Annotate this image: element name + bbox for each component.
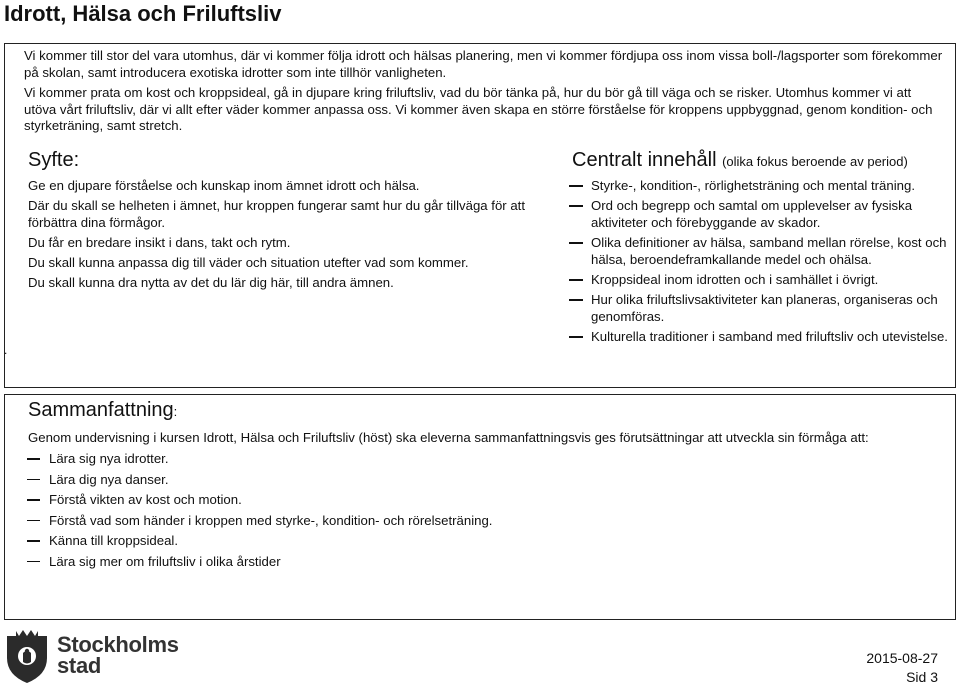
centralt-item: [591, 197, 960, 231]
dash-bullet-icon: [569, 279, 583, 281]
syfte-item: Du skall kunna anpassa dig till väder och situation utefter vad som kommer.: [28, 254, 469, 270]
page-title: Idrott, Hälsa och Friluftsliv: [4, 1, 282, 26]
centralt-item: [591, 291, 960, 325]
sammanfattning-item-text: Förstå vikten av kost och motion.: [49, 492, 242, 507]
logo-line-1: Stockholms: [57, 632, 179, 657]
dash-bullet-icon: [27, 479, 40, 481]
sammanfattning-intro: Genom undervisning i kursen Idrott, Hälsa och Friluftsliv (höst) ska eleverna sammanfattningsvis ges förutsättningar att utveckla sin förmåga att:: [28, 430, 869, 445]
sammanfattning-item: [49, 532, 492, 549]
logo-wordmark: [57, 634, 179, 676]
sammanfattning-item: [49, 450, 492, 467]
sammanfattning-item: [49, 553, 492, 570]
syfte-item: Du får en bredare insikt i dans, takt och rytm.: [28, 234, 291, 250]
syfte-item: Ge en djupare förståelse och kunskap inom ämnet idrott och hälsa.: [28, 178, 420, 193]
sammanfattning-heading-text: Sammanfattning: [28, 399, 174, 421]
sammanfattning-item-text: Känna till kroppsideal.: [49, 533, 179, 548]
sammanfattning-colon: :: [173, 404, 178, 419]
centralt-item-text: Hur olika friluftslivsaktiviteter kan planeras, organiseras och genomföras.: [591, 292, 938, 324]
sammanfattning-item-text: Lära dig nya danser.: [49, 471, 169, 487]
centralt-item-text: Styrke-, kondition-, rörlighetsträning och mental träning.: [591, 178, 915, 193]
intro-paragraph-2: Vi kommer prata om kost och kroppsideal, gå in djupare kring friluftsliv, vad du bör tänka på, hur du bör gå till väga och se risker. Utomhus kommer vi att utöva vårt friluftsliv, där vi allt efter väder kommer anpassa oss. Vi kommer även skapa en större förståelse för kroppens uppbyggnad, genom kondition- och styrketräning, samt stretch.: [24, 85, 933, 133]
dash-bullet-icon: [569, 242, 583, 244]
sammanfattning-item-text: Lära sig mer om friluftsliv i olika årstider: [49, 553, 281, 569]
syfte-list: [28, 178, 548, 295]
centralt-item: [591, 328, 960, 345]
sammanfattning-list: [49, 450, 492, 573]
centralt-item: [591, 177, 960, 194]
stockholms-stad-logo: [4, 628, 179, 684]
page-number: Sid 3: [906, 669, 938, 685]
centralt-item-text: Ord och begrepp och samtal om upplevelser av fysiska aktiviteter och förebyggande av skador.: [591, 198, 913, 230]
dash-bullet-icon: [569, 185, 583, 187]
stray-dot: .: [4, 343, 8, 357]
sammanfattning-heading: [28, 398, 177, 424]
centralt-item: [591, 271, 960, 288]
syfte-heading: Syfte:: [28, 149, 80, 171]
syfte-item: Du skall kunna dra nytta av det du lär dig här, till andra ämnen.: [28, 274, 394, 290]
footer-date: 2015-08-27: [866, 650, 938, 666]
logo-line-2: stad: [57, 653, 102, 678]
intro-paragraph-1: Vi kommer till stor del vara utomhus, där vi kommer följa idrott och hälsas planering, men vi kommer fördjupa oss inom vissa boll-/lagsporter som förekommer på skolan, samt introducera exotiska idrotter som inte tillhör vanligheten.: [24, 48, 943, 80]
crest-icon: [4, 628, 50, 684]
dash-bullet-icon: [27, 520, 40, 522]
centralt-list: [591, 177, 960, 348]
dash-bullet-icon: [27, 458, 40, 460]
dash-bullet-icon: [569, 299, 583, 301]
centralt-heading-note: (olika fokus beroende av period): [722, 154, 908, 169]
dash-bullet-icon: [27, 540, 40, 542]
dash-bullet-icon: [27, 561, 40, 563]
dash-bullet-icon: [569, 205, 583, 207]
centralt-item-text: Kroppsideal inom idrotten och i samhället i övrigt.: [591, 272, 879, 287]
centralt-item: [591, 234, 960, 268]
sammanfattning-item-text: Lära sig nya idrotter.: [49, 451, 169, 466]
sammanfattning-item: [49, 512, 492, 529]
sammanfattning-item-text: Förstå vad som händer i kroppen med styrke-, kondition- och rörelseträning.: [49, 512, 493, 528]
centralt-heading-text: Centralt innehåll: [572, 149, 717, 171]
centralt-heading: [572, 148, 908, 174]
sammanfattning-item: [49, 471, 492, 488]
syfte-item: Där du skall se helheten i ämnet, hur kroppen fungerar samt hur du går tillväga för att förbättra dina förmågor.: [28, 198, 525, 230]
centralt-item-text: Kulturella traditioner i samband med friluftsliv och utevistelse.: [591, 329, 948, 344]
dash-bullet-icon: [27, 499, 40, 501]
centralt-item-text: Olika definitioner av hälsa, samband mellan rörelse, kost och hälsa, beroendeframkallande medel och ohälsa.: [591, 235, 947, 267]
dash-bullet-icon: [569, 336, 583, 338]
sammanfattning-item: [49, 491, 492, 508]
